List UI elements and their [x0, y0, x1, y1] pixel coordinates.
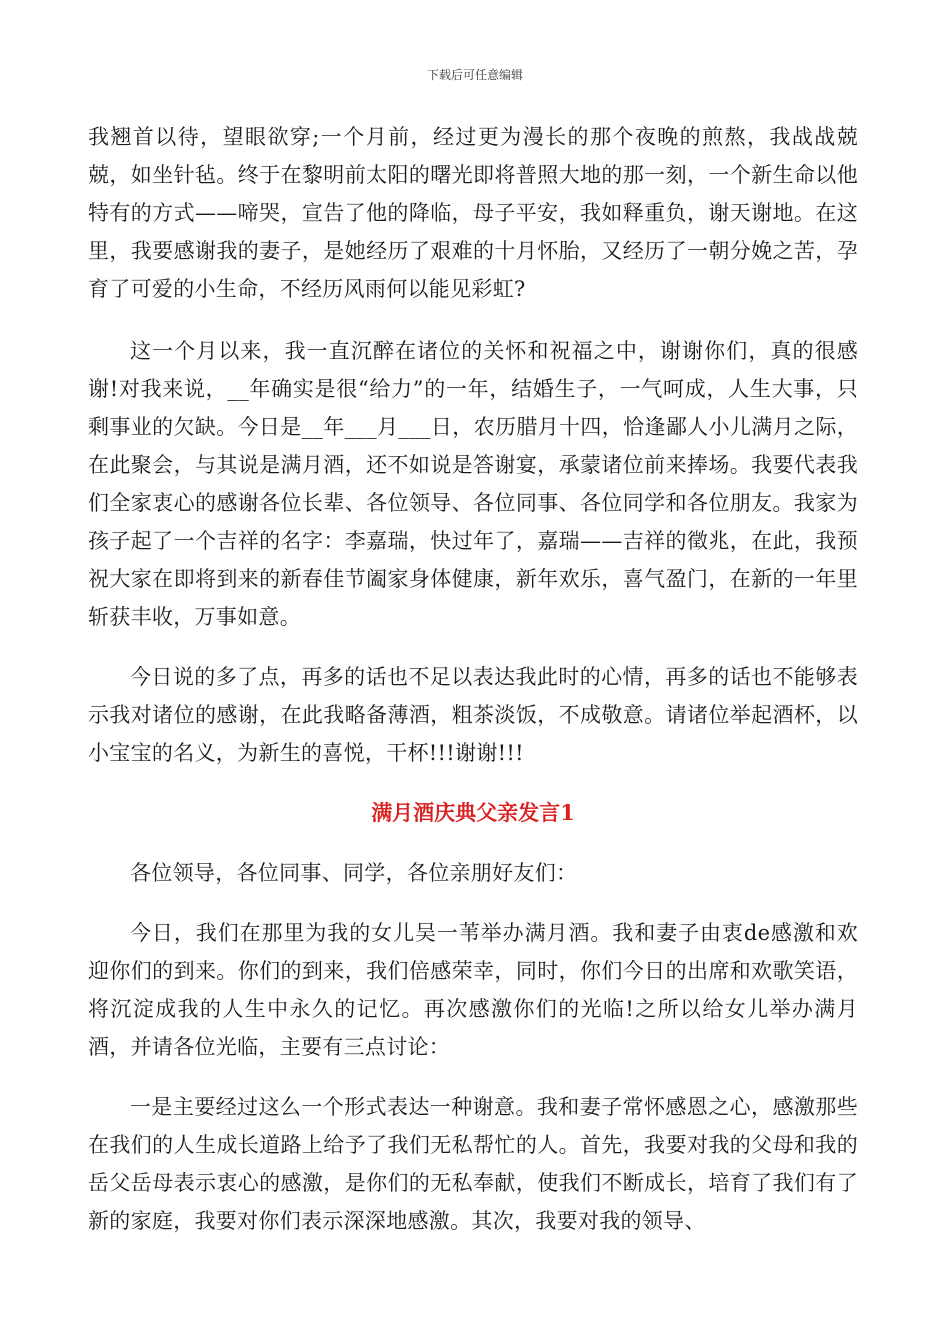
section-heading: 满月酒庆典父亲发言1: [371, 800, 575, 825]
paragraph-gratitude: 一是主要经过这么一个形式表达一种谢意。我和妻子常怀感恩之心，感激那些在我们的人生成长道路上给予了我们无私帮忙的人。首先，我要对我的父母和我的岳父岳母表示衷心的感激，是你们的无私奉献，使我们不断成长，培育了我们有了新的家庭，我要对你们表示深深地感激。其次，我要对我的领导、: [88, 1095, 858, 1233]
paragraph-welcome: 今日，我们在那里为我的女儿吴一苇举办满月酒。我和妻子由衷de感激和欢迎你们的到来。你们的到来，我们倍感荣幸，同时，你们今日的出席和欢歌笑语，将沉淀成我的人生中永久的记忆。再次感激你们的光临!之所以给女儿举办满月酒，并请各位光临，主要有三点讨论：: [88, 921, 858, 1059]
paragraph-intro: 我翘首以待，望眼欲穿;一个月前，经过更为漫长的那个夜晚的煎熬，我战战兢兢，如坐针毡。终于在黎明前太阳的曙光即将普照大地的那一刻，一个新生命以他特有的方式——啼哭，宣告了他的降临，母子平安，我如释重负，谢天谢地。在这里，我要感谢我的妻子，是她经历了艰难的十月怀胎，又经历了一朝分娩之苦，孕育了可爱的小生命，不经历风雨何以能见彩虹?: [88, 125, 858, 301]
paragraph-toast: 今日说的多了点，再多的话也不足以表达我此时的心情，再多的话也不能够表示我对诸位的感谢，在此我略备薄酒，粗茶淡饭，不成敬意。请诸位举起酒杯，以小宝宝的名义，为新生的喜悦，干杯!!!谢谢!!!: [88, 665, 858, 765]
document-body: [88, 118, 858, 1262]
paragraph-thanks: 这一个月以来，我一直沉醉在诸位的关怀和祝福之中，谢谢你们，真的很感谢!对我来说，__年确实是很“给力”的一年，结婚生子，一气呵成，人生大事，只剩事业的欠缺。今日是__年___月___日，农历腊月十四，恰逢鄙人小儿满月之际，在此聚会，与其说是满月酒，还不如说是答谢宴，承蒙诸位前来捧场。我要代表我们全家衷心的感谢各位长辈、各位领导、各位同事、各位同学和各位朋友。我家为孩子起了一个吉祥的名字：李嘉瑞，快过年了，嘉瑞——吉祥的徵兆，在此，我预祝大家在即将到来的新春佳节阖家身体健康，新年欢乐，喜气盈门，在新的一年里斩获丰收，万事如意。: [88, 339, 858, 629]
page-header-note: 下载后可任意编辑: [426, 68, 523, 82]
paragraph-greeting: 各位领导，各位同事、同学，各位亲朋好友们：: [130, 861, 578, 885]
